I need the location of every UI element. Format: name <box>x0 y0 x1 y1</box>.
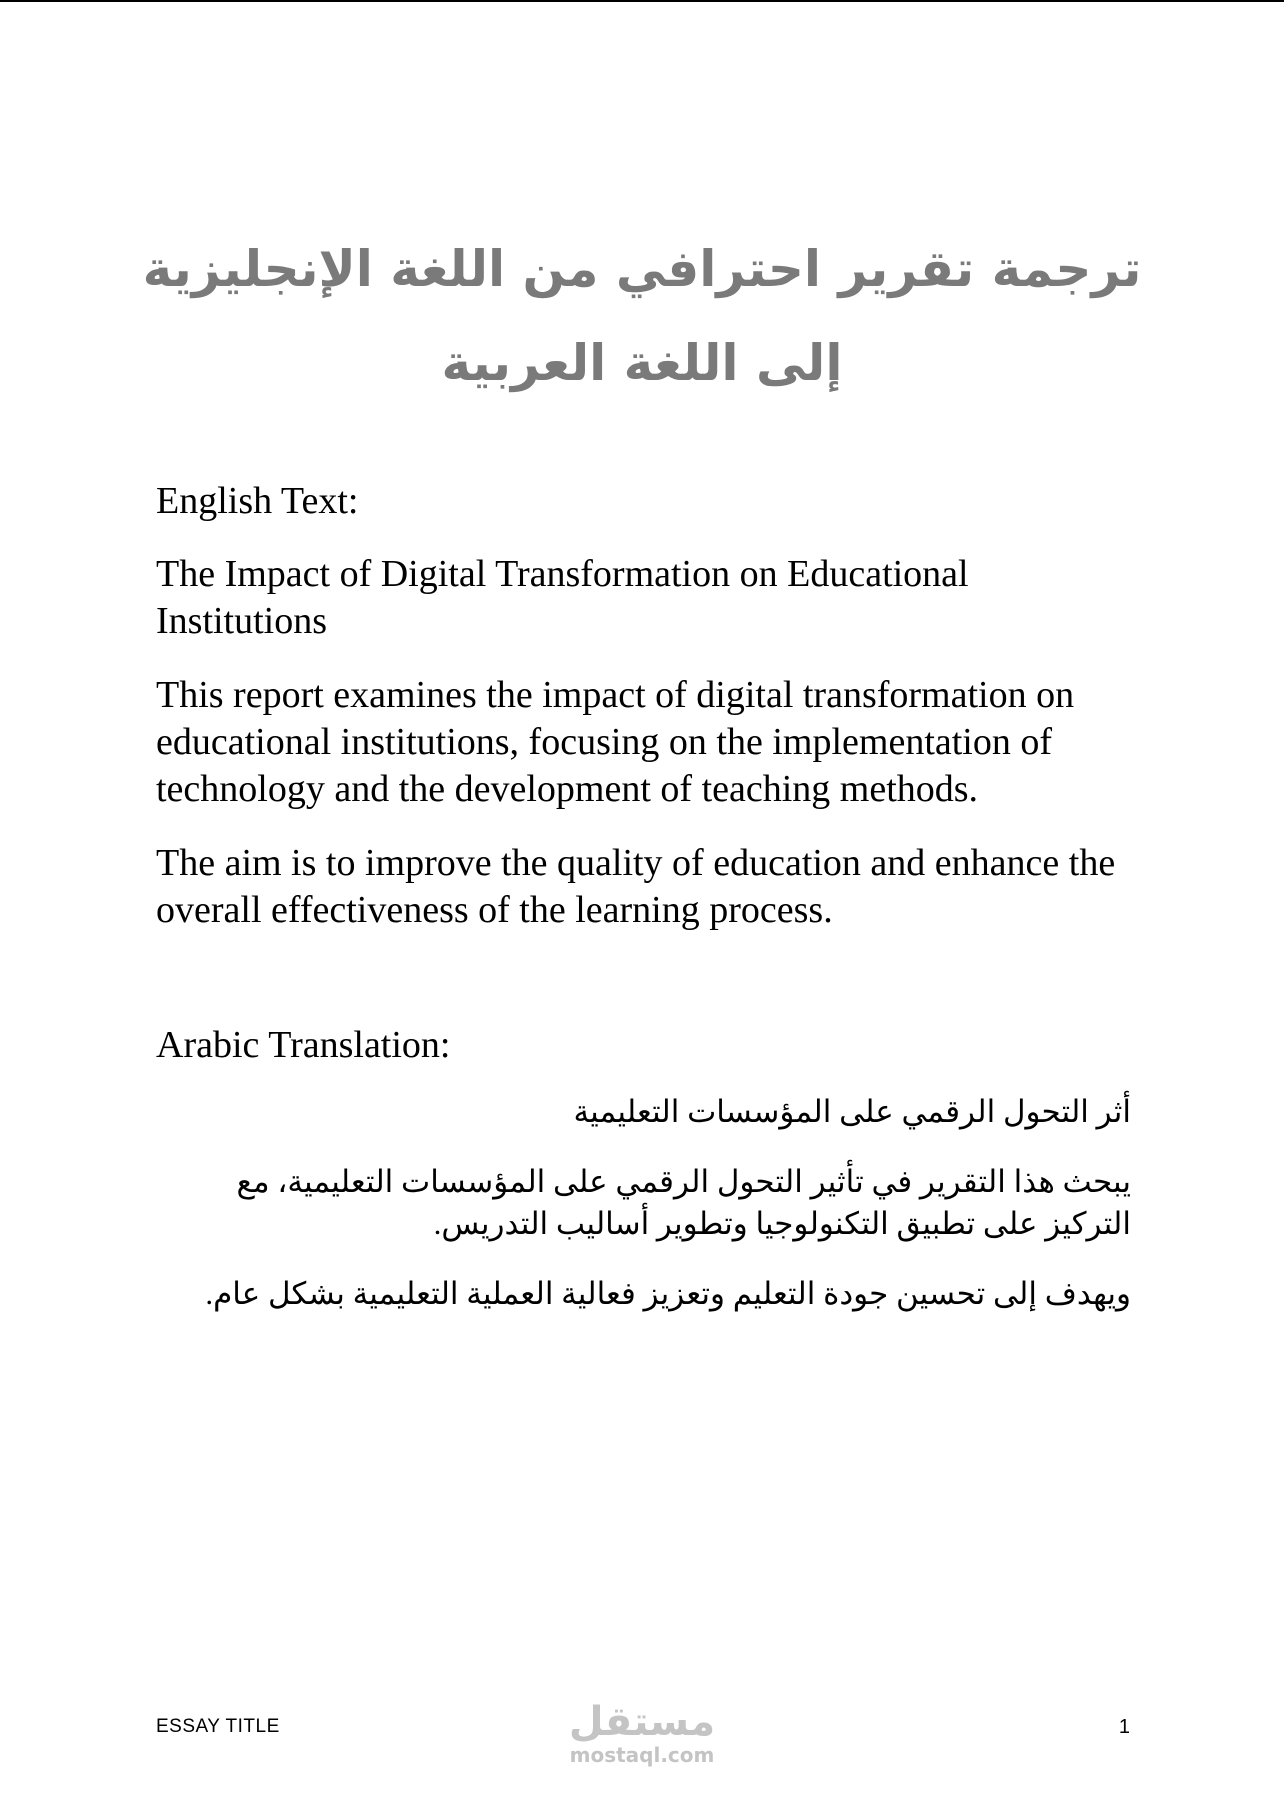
document-title <box>120 222 1164 410</box>
title-line-2: إلى اللغة العربية <box>441 334 843 392</box>
page-number: 1 <box>1118 1716 1130 1738</box>
arabic-section-label: Arabic Translation: <box>156 1024 451 1066</box>
top-border <box>0 0 1284 2</box>
english-section-label: English Text: <box>156 480 359 522</box>
arabic-heading: أثر التحول الرقمي على المؤسسات التعليمية <box>573 1094 1131 1129</box>
english-paragraph-2: The aim is to improve the quality of education and enhance the overall effectiveness of the learning process. <box>156 842 1116 931</box>
watermark-url: mostaql.com <box>569 1743 715 1767</box>
title-line-1: ترجمة تقرير احترافي من اللغة الإنجليزية <box>142 240 1142 298</box>
english-paragraph-1: This report examines the impact of digital transformation on educational institutions, focusing on the implementation of technology and the development of teaching methods. <box>156 674 1075 810</box>
mostaql-watermark <box>562 1700 722 1766</box>
watermark-arabic-logo: مستقل <box>568 1699 716 1745</box>
arabic-paragraph-1: يبحث هذا التقرير في تأثير التحول الرقمي على المؤسسات التعليمية، مع التركيز على تطبيق التكنولوجيا وتطوير أساليب التدريس. <box>236 1164 1131 1241</box>
arabic-paragraph-2: ويهدف إلى تحسين جودة التعليم وتعزيز فعالية العملية التعليمية بشكل عام. <box>205 1276 1131 1311</box>
english-heading: The Impact of Digital Transformation on Educational Institutions <box>156 553 969 642</box>
footer-essay-title: ESSAY TITLE <box>156 1716 280 1737</box>
document-body <box>156 478 1131 1343</box>
